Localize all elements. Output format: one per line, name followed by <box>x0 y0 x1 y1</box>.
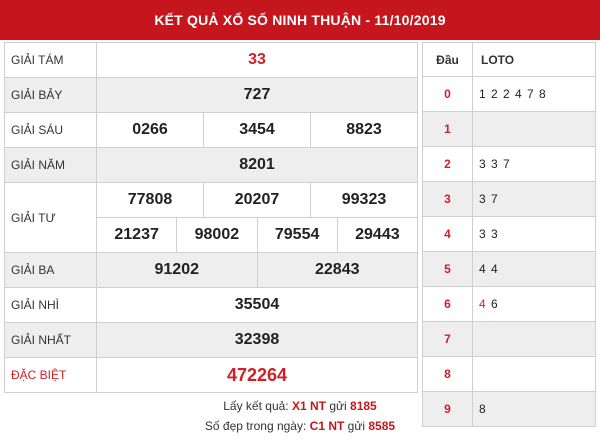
prize-value: 91202 <box>97 253 258 288</box>
loto-values: 1 2 2 4 7 8 <box>473 77 596 112</box>
prize-value: 21237 <box>97 218 177 253</box>
prize-value: 98002 <box>177 218 257 253</box>
prize-row-nhi <box>5 288 418 323</box>
loto-dau: 9 <box>423 392 473 427</box>
footer-line-results <box>0 396 600 416</box>
prize-value-special: 472264 <box>97 358 418 393</box>
prize-value: 8201 <box>97 148 418 183</box>
prize-value: 0266 <box>97 113 204 148</box>
sms-code: C1 NT <box>309 419 345 433</box>
loto-values: 3 7 <box>473 182 596 217</box>
page-title: KẾT QUẢ XỔ SỐ NINH THUẬN - 11/10/2019 <box>0 0 600 40</box>
prize-value: 33 <box>97 43 418 78</box>
loto-special-digit: 4 <box>479 297 487 311</box>
footer <box>0 396 600 445</box>
prize-row-tu-1 <box>5 183 418 218</box>
prize-value: 32398 <box>97 323 418 358</box>
sms-number: 8185 <box>350 399 377 413</box>
prize-value: 727 <box>97 78 418 113</box>
prize-value: 22843 <box>257 253 418 288</box>
loto-row <box>423 252 596 287</box>
loto-dau: 3 <box>423 182 473 217</box>
prize-value: 8823 <box>311 113 418 148</box>
loto-row <box>423 147 596 182</box>
loto-row <box>423 112 596 147</box>
loto-header-dau: Đầu <box>423 43 473 77</box>
prize-label: GIẢI NĂM <box>5 148 97 183</box>
prize-row-bay <box>5 78 418 113</box>
loto-values <box>473 357 596 392</box>
loto-row <box>423 322 596 357</box>
loto-header-loto: LOTO <box>473 43 596 77</box>
prize-row-ba <box>5 253 418 288</box>
footer-text: gửi <box>344 419 369 433</box>
prize-label: GIẢI BẢY <box>5 78 97 113</box>
loto-dau: 6 <box>423 287 473 322</box>
loto-table <box>422 42 596 427</box>
prize-value: 3454 <box>204 113 311 148</box>
loto-dau: 8 <box>423 357 473 392</box>
loto-dau: 7 <box>423 322 473 357</box>
prize-value: 35504 <box>97 288 418 323</box>
loto-values <box>473 322 596 357</box>
loto-row <box>423 357 596 392</box>
loto-values: 3 3 7 <box>473 147 596 182</box>
prize-value: 29443 <box>337 218 417 253</box>
loto-header-row <box>423 43 596 77</box>
prize-label: GIẢI TƯ <box>5 183 97 253</box>
prize-label: GIẢI NHẤT <box>5 323 97 358</box>
loto-row <box>423 182 596 217</box>
loto-values: 4 4 <box>473 252 596 287</box>
prize-value: 79554 <box>257 218 337 253</box>
sms-code: X1 NT <box>291 399 326 413</box>
loto-values <box>473 112 596 147</box>
results-table <box>4 42 418 393</box>
footer-line-lucky <box>0 416 600 436</box>
prize-value: 20207 <box>204 183 311 218</box>
loto-row <box>423 217 596 252</box>
prize-row-tam <box>5 43 418 78</box>
footer-text: gửi <box>325 399 351 413</box>
prize-row-nam <box>5 148 418 183</box>
prize-label: GIẢI BA <box>5 253 97 288</box>
prize-label: ĐẶC BIỆT <box>5 358 97 393</box>
prize-row-sau <box>5 113 418 148</box>
loto-values: 3 3 <box>473 217 596 252</box>
loto-digit: 6 <box>486 297 499 311</box>
loto-values <box>473 287 596 322</box>
prize-row-nhat <box>5 323 418 358</box>
prize-value: 99323 <box>311 183 418 218</box>
prize-label: GIẢI SÁU <box>5 113 97 148</box>
prize-label: GIẢI TÁM <box>5 43 97 78</box>
prize-label: GIẢI NHÌ <box>5 288 97 323</box>
loto-row <box>423 287 596 322</box>
footer-text: Lấy kết quả: <box>223 399 292 413</box>
sms-number: 8585 <box>368 419 396 433</box>
loto-dau: 4 <box>423 217 473 252</box>
loto-row <box>423 77 596 112</box>
loto-dau: 5 <box>423 252 473 287</box>
footer-text: Số đẹp trong ngày: <box>204 419 310 433</box>
prize-row-db <box>5 358 418 393</box>
prize-value: 77808 <box>97 183 204 218</box>
loto-values: 8 <box>473 392 596 427</box>
loto-dau: 2 <box>423 147 473 182</box>
loto-dau: 1 <box>423 112 473 147</box>
loto-dau: 0 <box>423 77 473 112</box>
